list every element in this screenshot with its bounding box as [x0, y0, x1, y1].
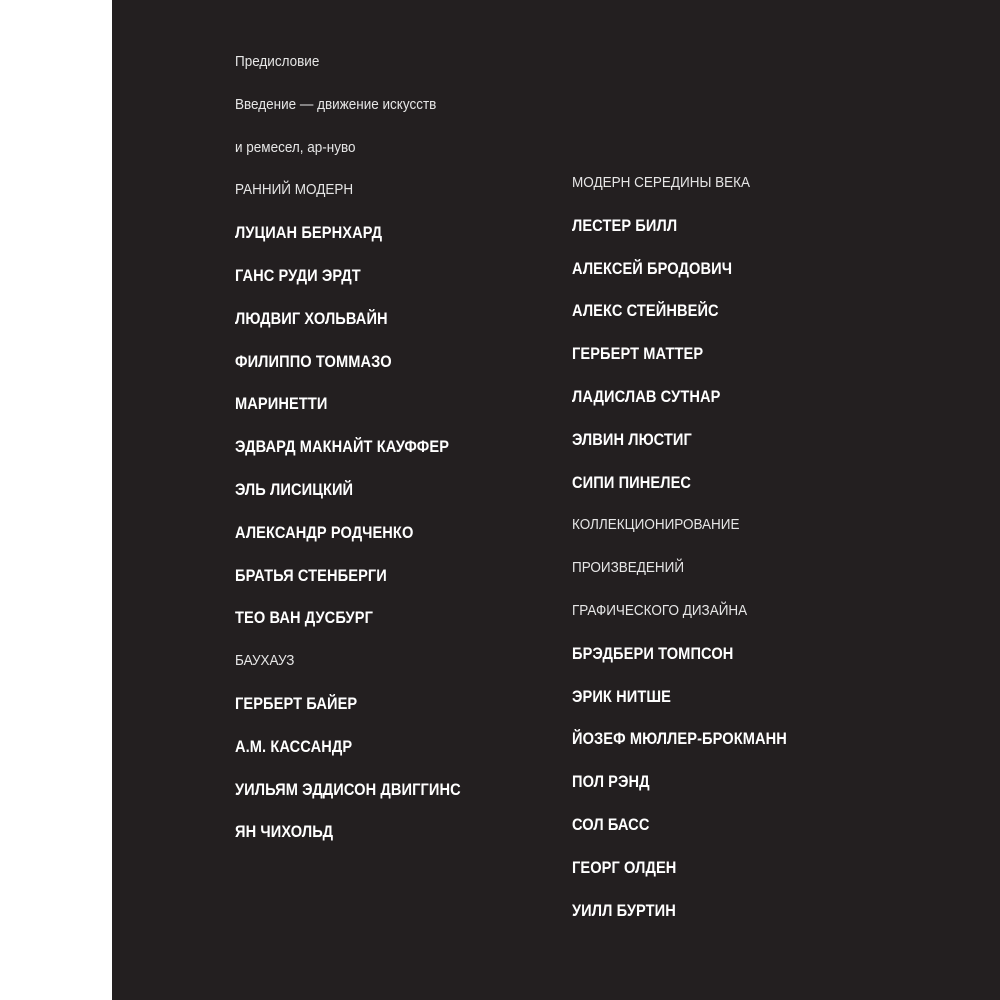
toc-entry-title: ТЕО ВАН ДУСБУРГ	[235, 608, 373, 628]
toc-entry-title: БАУХАУЗ	[235, 652, 295, 670]
toc-page	[112, 0, 1000, 1000]
toc-entry-title: ЛЕСТЕР БИЛЛ	[572, 215, 678, 235]
toc-entry-title: ГЕРБЕРТ БАЙЕР	[235, 694, 358, 713]
toc-entry-title: ГЕОРГ ОЛДЕН	[572, 857, 677, 877]
toc-entry-title: АЛЕКСЕЙ БРОДОВИЧ	[572, 258, 733, 278]
toc-entry-title-continued: ПРОИЗВЕДЕНИЙ	[572, 559, 685, 577]
toc-entry-title-continued: и ремесел, ар-нуво	[235, 138, 356, 156]
toc-entry-title: АЛЕКСАНДР РОДЧЕНКО	[235, 522, 414, 542]
toc-entry-title: БРАТЬЯ СТЕНБЕРГИ	[235, 565, 387, 585]
toc-entry-title: СИПИ ПИНЕЛЕС	[572, 472, 692, 492]
toc-entry-title: ЭДВАРД МАКНАЙТ КАУФФЕР	[235, 437, 450, 457]
toc-entry-title: АЛЕКС СТЕЙНВЕЙС	[572, 301, 719, 321]
toc-entry-title: А.М. КАССАНДР	[235, 736, 353, 756]
toc-entry-title: ЛЮДВИГ ХОЛЬВАЙН	[235, 308, 388, 328]
toc-entry-title-continued: ГРАФИЧЕСКОГО ДИЗАЙНА	[572, 602, 748, 619]
toc-entry-title: ПОЛ РЭНД	[572, 772, 650, 792]
toc-entry-title: Введение — движение искусств	[235, 95, 437, 113]
toc-entry-title: СОЛ БАСС	[572, 815, 650, 834]
toc-entry-title-continued: МАРИНЕТТИ	[235, 394, 328, 414]
toc-entry-title: ГАНС РУДИ ЭРДТ	[235, 266, 361, 285]
toc-entry-title: БРЭДБЕРИ ТОМПСОН	[572, 643, 734, 663]
toc-entry-title: УИЛЬЯМ ЭДДИСОН ДВИГГИНС	[235, 779, 461, 799]
toc-entry-title: ЙОЗЕФ МЮЛЛЕР-БРОКМАНН	[572, 729, 787, 749]
toc-entry-title: ЭРИК НИТШЕ	[572, 686, 671, 706]
toc-entry-title: ЛУЦИАН БЕРНХАРД	[235, 223, 383, 243]
toc-entry-title: МОДЕРН СЕРЕДИНЫ ВЕКА	[572, 174, 751, 191]
toc-entry-title: КОЛЛЕКЦИОНИРОВАНИЕ	[572, 516, 740, 534]
toc-entry-title: УИЛЛ БУРТИН	[572, 900, 676, 920]
toc-entry-title: ЭЛВИН ЛЮСТИГ	[572, 429, 692, 449]
toc-entry-title: ЭЛЬ ЛИСИЦКИЙ	[235, 480, 354, 499]
toc-entry-title: ЯН ЧИХОЛЬД	[235, 822, 334, 842]
toc-entry-title: Предисловие	[235, 53, 320, 70]
toc-entry-title: ГЕРБЕРТ МАТТЕР	[572, 344, 704, 364]
toc-entry-title: ЛАДИСЛАВ СУТНАР	[572, 387, 721, 406]
toc-entry-title: РАННИЙ МОДЕРН	[235, 181, 354, 199]
toc-entry-title: ФИЛИППО ТОММАЗО	[235, 351, 392, 371]
